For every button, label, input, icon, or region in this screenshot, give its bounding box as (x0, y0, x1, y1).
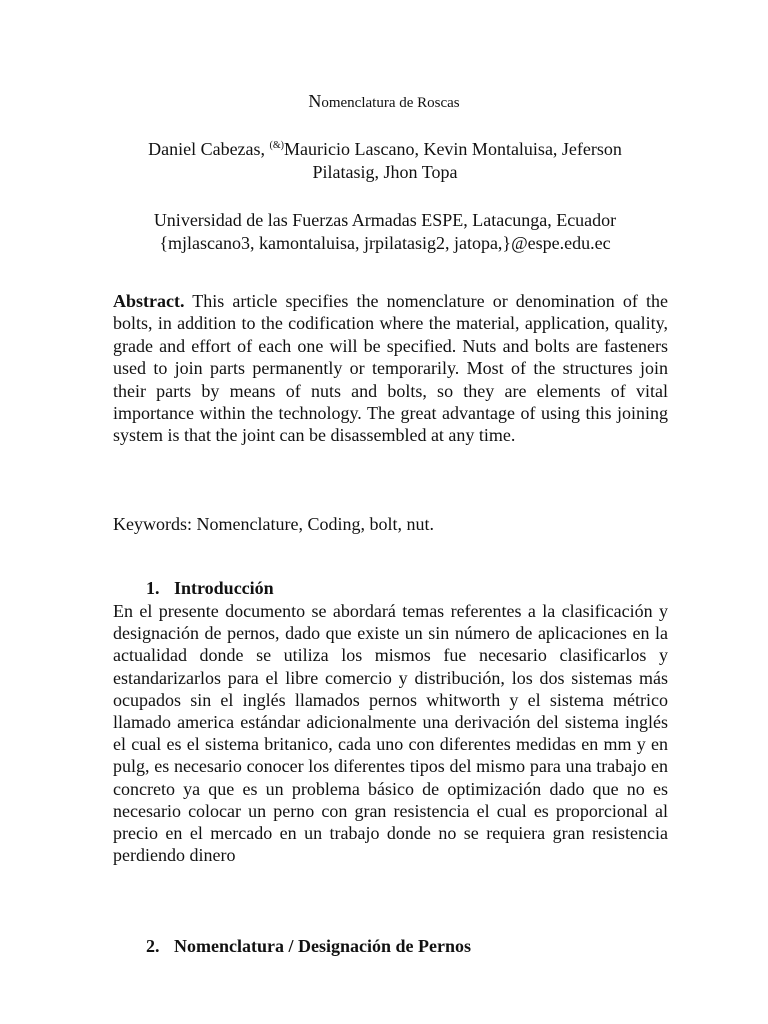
section-number: 1. (146, 578, 160, 598)
abstract (113, 290, 668, 447)
section-introduccion-body: En el presente documento se abordará temas referentes a la clasificación y designación de pernos, dado que existe un sin número de aplicaciones en la actualidad donde se utiliza los mismos fue necesario clasificarlos y estandarizarlos para el libre comercio y distribución, los dos sistemas más ocupados sin el inglés llamados pernos whitworth y el sistema métrico llamado america estándar adicionalmente una derivación del sistema inglés el cual es el sistema britanico, cada uno con diferentes medidas en mm y en pulg, es necesario conocer los diferentes tipos del mismo para una trabajo en concreto ya que es un problema básico de optimización dado que no es necesario colocar un perno con gran resistencia el cual es proporcional al precio en el mercado en un trabajo donde no se requiera gran resistencia perdiendo dinero (113, 601, 668, 866)
title-rest: omenclatura de Roscas (321, 95, 460, 111)
corresponding-author-mark: (&) (269, 140, 284, 151)
paper-title (0, 90, 768, 114)
title-initial: N (308, 91, 322, 111)
section-heading-nomenclatura (146, 935, 471, 957)
section-number: 2. (146, 936, 160, 956)
section-title: Introducción (174, 578, 274, 598)
author-line-1-end: Mauricio Lascano, Kevin Montaluisa, Jeferson (284, 139, 622, 159)
affiliation (95, 209, 675, 255)
keywords: Keywords: Nomenclature, Coding, bolt, nut. (113, 514, 434, 534)
author-line-2: Pilatasig, Jhon Topa (312, 162, 458, 182)
affiliation-institution: Universidad de las Fuerzas Armadas ESPE, Latacunga, Ecuador (153, 210, 617, 230)
section-title: Nomenclatura / Designación de Pernos (174, 936, 471, 956)
abstract-label: Abstract. (113, 291, 185, 311)
affiliation-emails: {mjlascano3, kamontaluisa, jrpilatasig2, jatopa,}@espe.edu.ec (159, 233, 611, 253)
author-list (95, 138, 675, 184)
author-line-1-start: Daniel Cabezas, (148, 139, 270, 159)
abstract-text: This article specifies the nomenclature or denomination of the bolts, in addition to the codification where the material, application, quality, grade and effort of each one will be specified. Nuts and bolts are fasteners used to join parts permanently or temporarily. Most of the structures join their parts by means of nuts and bolts, so they are elements of vital importance within the technology. The great advantage of using this joining system is that the joint can be disassembled at any time. (113, 291, 668, 446)
author-line-1 (95, 138, 675, 161)
section-heading-introduccion (146, 577, 274, 599)
